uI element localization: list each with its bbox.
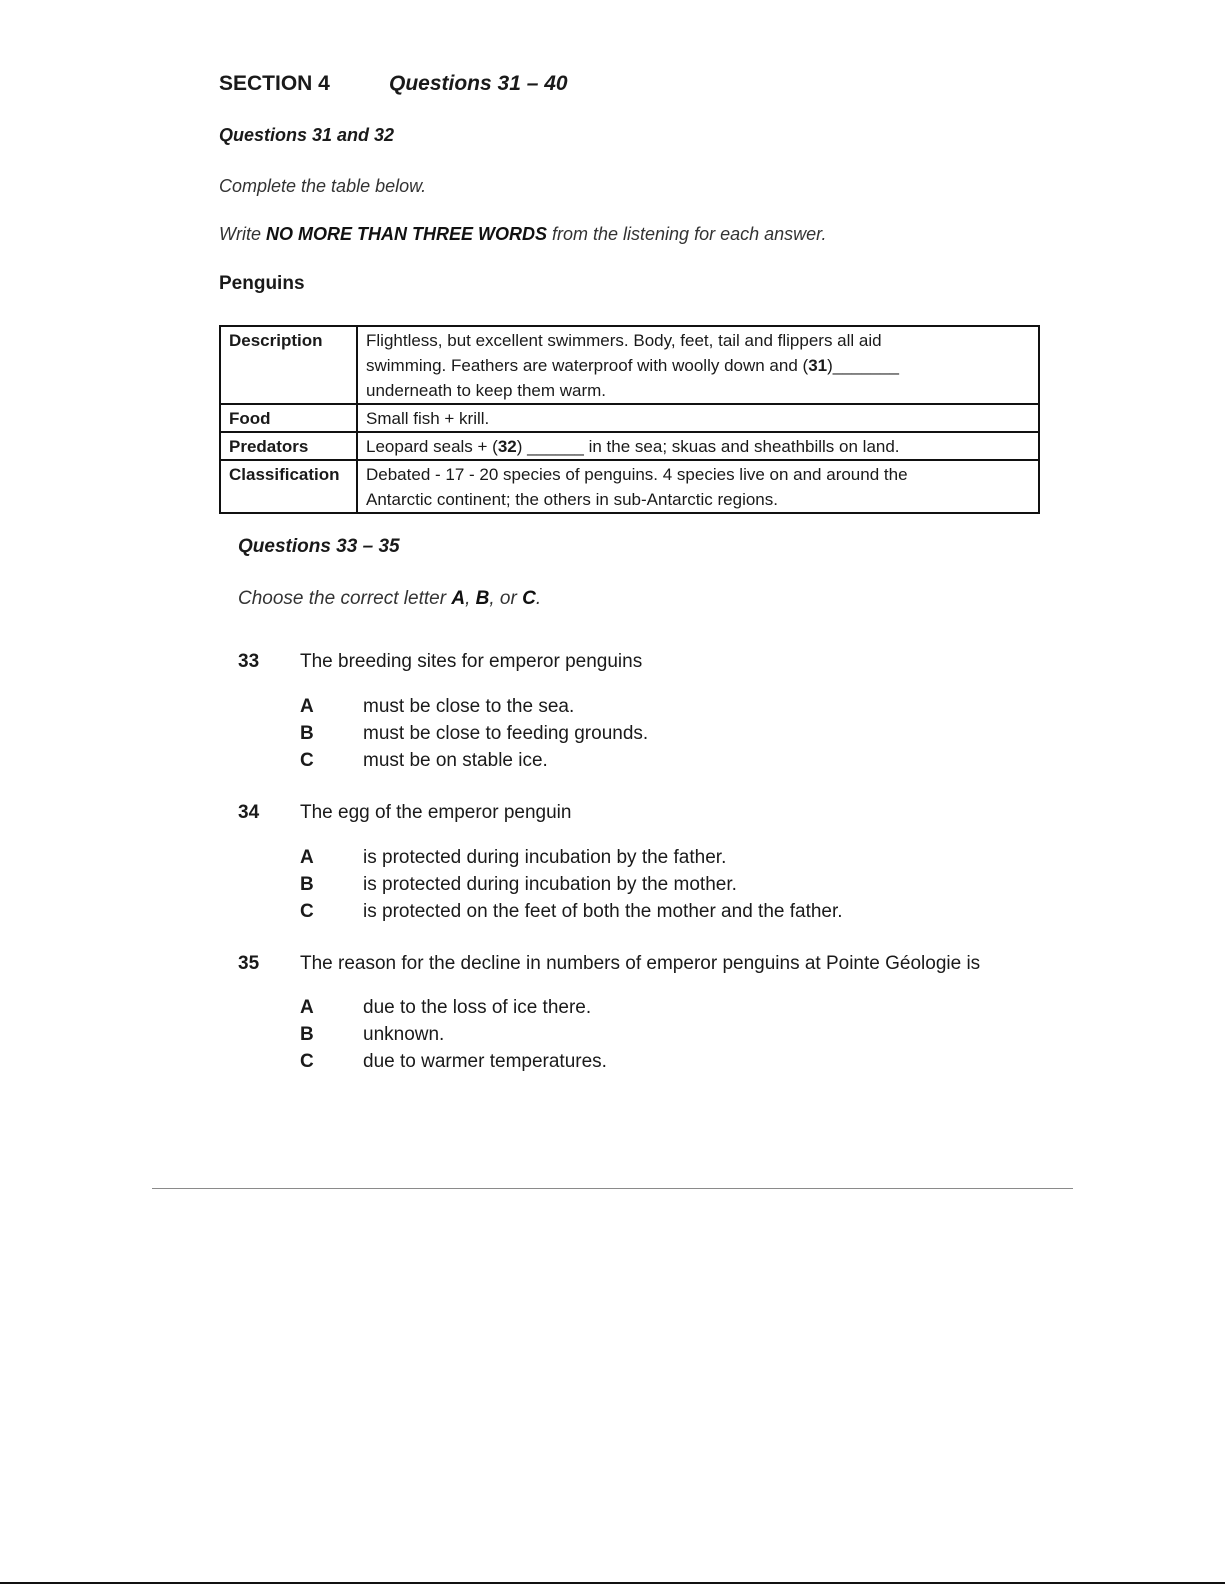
table-title: Penguins [219,273,305,294]
word-limit-suffix: from the listening for each answer. [547,224,827,244]
classification-line-2: Antarctic continent; the others in sub-Antarctic regions. [366,490,778,509]
option-letter[interactable]: B [300,874,314,895]
sep-1: , [465,588,476,609]
option-text[interactable]: due to the loss of ice there. [363,997,592,1018]
option-letter[interactable]: C [300,901,314,922]
option-text[interactable]: due to warmer temperatures. [363,1051,607,1072]
question-text: The reason for the decline in numbers of emperor penguins at Pointe Géologie is [300,953,981,974]
sep-2: , or [489,588,523,609]
option-text[interactable]: is protected during incubation by the mother. [363,874,737,895]
part2-instruction [238,588,541,610]
question-text: The breeding sites for emperor penguins [300,651,643,672]
gap-31-number: 31 [808,356,828,375]
gap-32-number: 32 [497,437,517,456]
option-letter[interactable]: C [300,1051,314,1072]
letter-a: A [451,588,466,609]
option-text[interactable]: must be close to the sea. [363,696,575,717]
row-label: Predators [220,432,357,460]
question-text: The egg of the emperor penguin [300,802,572,823]
choose-prefix: Choose the correct letter [238,588,452,609]
page-bottom-edge [0,1582,1225,1584]
option-letter[interactable]: C [300,750,314,771]
row-label: Description [220,326,357,404]
word-limit-instruction [219,224,826,245]
part1-heading: Questions 31 and 32 [219,125,395,145]
row-content [357,326,1039,404]
description-line-2 [366,353,1030,378]
row-content: Small fish + krill. [357,404,1039,432]
word-limit-bold: NO MORE THAN THREE WORDS [266,224,547,244]
section-heading [219,72,568,96]
letter-c: C [522,588,536,609]
option-letter[interactable]: A [300,847,314,868]
option-letter[interactable]: B [300,723,314,744]
option-text[interactable]: must be on stable ice. [363,750,548,771]
row-content [357,432,1039,460]
row-label: Food [220,404,357,432]
option-letter[interactable]: A [300,997,314,1018]
page-divider [152,1188,1073,1189]
description-line-2-text: swimming. Feathers are waterproof with woolly down and ( [366,356,809,375]
question-range: Questions 31 – 40 [389,72,568,95]
table-row-classification [220,460,1039,513]
option-text[interactable]: unknown. [363,1024,445,1045]
part2-heading: Questions 33 – 35 [238,536,400,557]
question-number: 34 [238,802,260,823]
option-text[interactable]: must be close to feeding grounds. [363,723,649,744]
row-label: Classification [220,460,357,513]
predators-text-post: ) ______ in the sea; skuas and sheathbills on land. [516,437,900,456]
option-text[interactable]: is protected during incubation by the father. [363,847,727,868]
predators-text-pre: Leopard seals + ( [366,437,498,456]
penguins-table [219,325,1040,514]
question-number: 33 [238,651,260,672]
gap-31-blank: )_______ [827,356,899,375]
option-letter[interactable]: A [300,696,314,717]
option-text[interactable]: is protected on the feet of both the mother and the father. [363,901,843,922]
choose-end: . [535,588,542,609]
letter-b: B [475,588,490,609]
word-limit-prefix: Write [219,224,266,244]
description-line-3: underneath to keep them warm. [366,381,607,400]
description-line-1: Flightless, but excellent swimmers. Body, feet, tail and flippers all aid [366,331,882,350]
table-row-predators [220,432,1039,460]
section-label: SECTION 4 [219,72,330,95]
classification-line-1: Debated - 17 - 20 species of penguins. 4 species live on and around the [366,465,908,484]
question-number: 35 [238,953,260,974]
option-letter[interactable]: B [300,1024,314,1045]
row-content [357,460,1039,513]
table-row-food [220,404,1039,432]
table-row-description [220,326,1039,404]
part1-instruction: Complete the table below. [219,176,427,196]
